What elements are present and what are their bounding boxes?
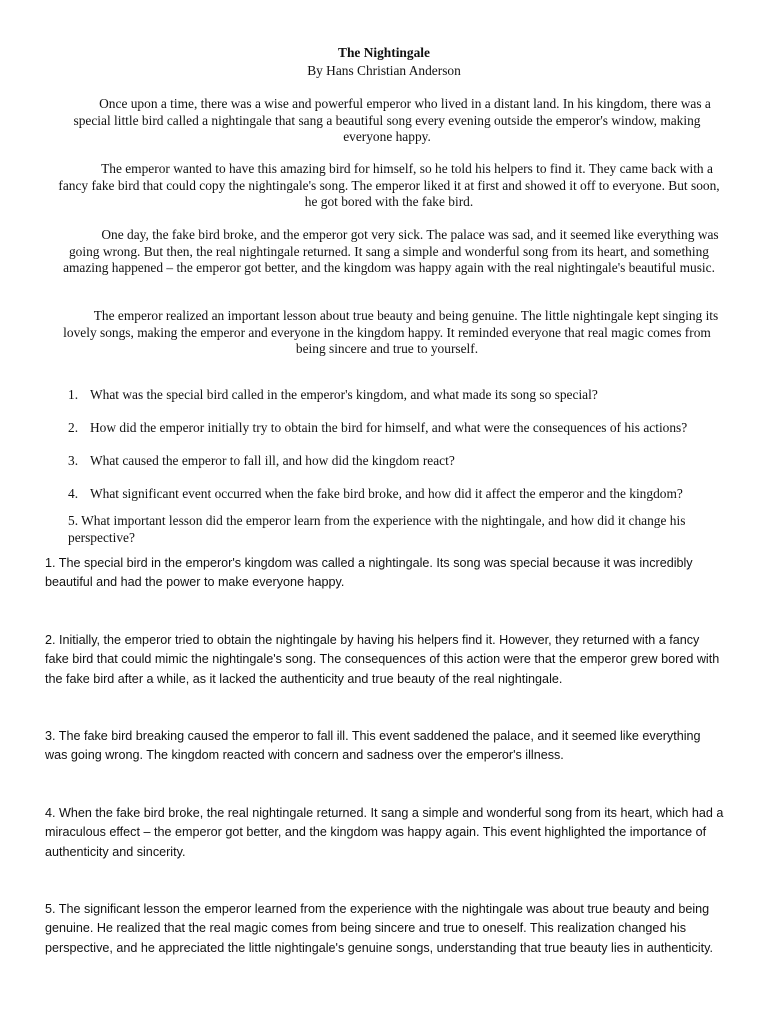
question-text: What significant event occurred when the fake bird broke, and how did it affect the emperor and the kingdom? bbox=[90, 486, 683, 501]
story-paragraph-3: One day, the fake bird broke, and the emperor got very sick. The palace was sad, and it seemed like everything was going wrong. But then, the real nightingale returned. It sang a simple and wonderful song from its heart, and something amazing happened – the emperor got better, and the kingdom was happy again with the real nightingale's beautiful music. bbox=[63, 227, 719, 276]
question-number: 3. bbox=[68, 453, 79, 468]
question-number: 5. bbox=[68, 513, 79, 528]
question-number: 2. bbox=[68, 420, 79, 435]
question-5 bbox=[68, 513, 718, 546]
answer-3: 3. The fake bird breaking caused the emperor to fall ill. This event saddened the palace, and it seemed like everything was going wrong. The kingdom reacted with concern and sadness over the emperor's illness. bbox=[45, 729, 701, 763]
answer-4: 4. When the fake bird broke, the real nightingale returned. It sang a simple and wonderful song from its heart, which had a miraculous effect – the emperor got better, and the kingdom was happy again. This event highlighted the importance of authenticity and sincerity. bbox=[45, 806, 724, 859]
question-text: How did the emperor initially try to obtain the bird for himself, and what were the consequences of his actions? bbox=[90, 420, 688, 435]
question-2 bbox=[68, 420, 748, 437]
question-text: What important lesson did the emperor learn from the experience with the nightingale, and how did it change his perspective? bbox=[68, 513, 686, 545]
story-paragraph-2: The emperor wanted to have this amazing bird for himself, so he told his helpers to find it. They came back with a fancy fake bird that could copy the nightingale's song. The emperor liked it at first and showed it off to everyone. But soon, he got bored with the fake bird. bbox=[58, 161, 720, 210]
question-number: 4. bbox=[68, 486, 79, 501]
document-author: By Hans Christian Anderson bbox=[307, 63, 461, 78]
answer-1: 1. The special bird in the emperor's kingdom was called a nightingale. Its song was special because it was incredibly beautiful and had the power to make everyone happy. bbox=[45, 556, 693, 590]
question-1 bbox=[68, 387, 748, 404]
answer-5: 5. The significant lesson the emperor learned from the experience with the nightingale was about true beauty and being genuine. He realized that the real magic comes from being sincere and true to oneself. This realization changed his perspective, and he appreciated the little nightingale's genuine songs, understanding that true beauty lies in authenticity. bbox=[45, 902, 713, 955]
question-text: What caused the emperor to fall ill, and how did the kingdom react? bbox=[90, 453, 455, 468]
answer-2: 2. Initially, the emperor tried to obtain the nightingale by having his helpers find it. However, they returned with a fancy fake bird that could mimic the nightingale's song. The consequences of this action were that the emperor grew bored with the fake bird after a while, as it lacked the authenticity and true beauty of the real nightingale. bbox=[45, 633, 720, 686]
question-text: What was the special bird called in the emperor's kingdom, and what made its song so special? bbox=[90, 387, 598, 402]
story-paragraph-1: Once upon a time, there was a wise and powerful emperor who lived in a distant land. In his kingdom, there was a special little bird called a nightingale that sang a beautiful song every evening outside the emperor's window, making everyone happy. bbox=[73, 96, 711, 145]
story-paragraph-4: The emperor realized an important lesson about true beauty and being genuine. The little nightingale kept singing its lovely songs, making the emperor and everyone in the kingdom happy. It reminded everyone that real magic comes from being sincere and true to yourself. bbox=[63, 308, 719, 357]
question-number: 1. bbox=[68, 387, 79, 402]
question-3 bbox=[68, 453, 748, 470]
question-4 bbox=[68, 486, 748, 503]
document-title: The Nightingale bbox=[338, 45, 430, 60]
